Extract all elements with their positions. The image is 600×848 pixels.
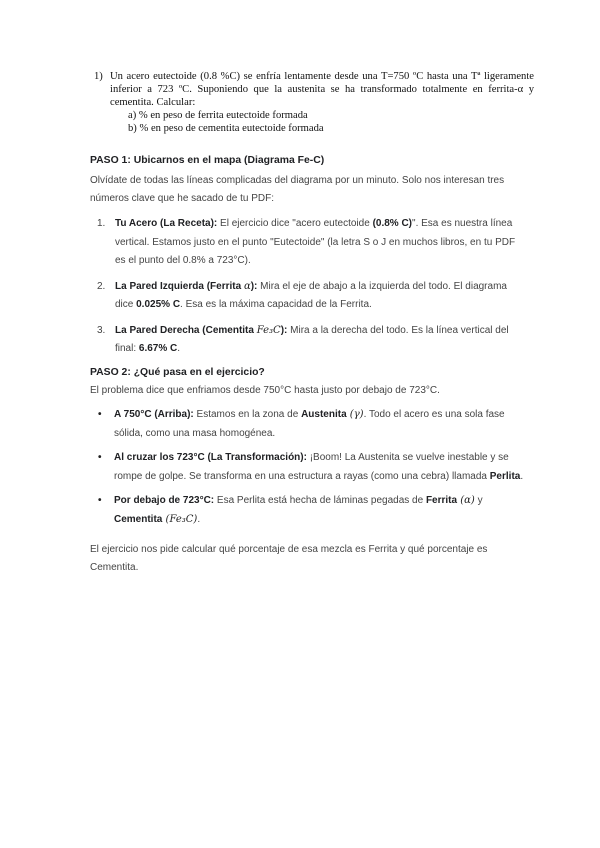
item-text: . — [177, 343, 181, 354]
item-label: La Pared Izquierda (Ferrita — [115, 280, 244, 292]
bullet-label: Al cruzar los 723°C (La Transformación): — [114, 452, 307, 463]
bullet-bold: Perlita — [489, 470, 521, 482]
item-text: . Esa es la máxima capacidad de la Ferrita. — [180, 299, 372, 310]
bullet-text: ¡Boom! La Austenita se vuelve inestable y se rompe de golpe. Se transforma en una estructura a rayas (como una cebra) llamada — [114, 452, 509, 482]
paso1-intro: Olvídate de todas las líneas complicadas del diagrama por un minuto. Solo nos interesan tres números clave que he sacado de tu PDF: — [90, 175, 505, 204]
paso1-item-2 — [90, 278, 525, 315]
item-bold: 0.025% C — [136, 299, 181, 310]
item-text: ". Esa es nuestra línea vertical. Estamos justo en el punto "Eutectoide" (la letra S o J en muchos libros, en tu PDF es el punto del 0.8% a 723°C). — [115, 218, 516, 266]
gamma-symbol: (γ) — [346, 409, 364, 420]
item-bold: 6.67% C — [138, 343, 178, 354]
problem-part-b: b) % en peso de cementita eutectoide formada — [128, 123, 324, 134]
bullet-bold: Cementita — [114, 513, 163, 525]
problem-text: Un acero eutectoide (0.8 %C) se enfría lentamente desde una T=750 ºC hasta una Tª ligeramente inferior a 723 ºC. Suponiendo que la austenita se ha transformado totalmente en ferrita-α y cementita. Calcular: — [110, 71, 534, 108]
fe3c-symbol: Fe₃C — [256, 324, 281, 336]
bullet-icon: • — [98, 495, 102, 506]
item-bold: (0.8% C) — [372, 218, 413, 229]
bullet-label: A 750°C (Arriba): — [114, 409, 194, 420]
fe3c-symbol: (Fe₃C) — [162, 513, 198, 525]
bullet-icon: • — [98, 409, 102, 420]
item-label: La Pared Derecha (Cementita — [115, 324, 257, 336]
bullet-bold: Ferrita — [425, 495, 458, 506]
item-text: Mira a la derecha del todo. Es la línea vertical del final: — [115, 324, 509, 354]
list-number: 3. — [97, 324, 106, 336]
bullet-text: Estamos en la zona de — [193, 409, 302, 420]
bullet-text: . Todo el acero es una sola fase sólida, como una masa homogénea. — [114, 409, 505, 439]
bullet-text: Esa Perlita está hecha de láminas pegadas de — [214, 495, 426, 506]
paso2-bullet-1 — [90, 406, 525, 443]
paso2-section — [90, 367, 525, 577]
bullet-bold: Austenita — [301, 409, 347, 420]
paso2-outro: El ejercicio nos pide calcular qué porcentaje de esa mezcla es Ferrita y qué porcentaje es Cementita. — [90, 544, 488, 573]
paso1-heading: PASO 1: Ubicarnos en el mapa (Diagrama Fe-C) — [90, 155, 325, 166]
bullet-label: Por debajo de 723°C: — [114, 495, 215, 506]
bullet-text: y — [474, 495, 483, 506]
item-label: Tu Acero (La Receta): — [115, 218, 218, 229]
paso1-item-1 — [90, 215, 525, 271]
item-text: Mira el eje de abajo a la izquierda del todo. El diagrama dice — [115, 280, 507, 310]
bullet-icon: • — [98, 452, 102, 463]
alpha-symbol: α — [243, 280, 251, 292]
item-label: ): — [250, 280, 258, 292]
paso1-item-3 — [90, 322, 525, 359]
paso2-intro: El problema dice que enfriamos desde 750°C hasta justo por debajo de 723°C. — [90, 385, 440, 396]
problem-statement — [94, 70, 534, 135]
item-text: El ejercicio dice "acero eutectoide — [217, 218, 373, 229]
item-label: ): — [280, 324, 288, 336]
list-number: 1. — [97, 218, 106, 229]
paso2-bullet-3 — [90, 492, 525, 529]
paso2-heading: PASO 2: ¿Qué pasa en el ejercicio? — [90, 367, 265, 378]
list-number: 2. — [97, 280, 106, 292]
paso1-section — [90, 155, 525, 359]
problem-number: 1) — [94, 71, 103, 82]
alpha-symbol: (α) — [457, 495, 475, 506]
bullet-text: . — [197, 513, 201, 525]
bullet-text: . — [520, 470, 524, 482]
paso2-bullet-2 — [90, 449, 525, 486]
problem-part-a: a) % en peso de ferrita eutectoide formada — [128, 110, 308, 121]
